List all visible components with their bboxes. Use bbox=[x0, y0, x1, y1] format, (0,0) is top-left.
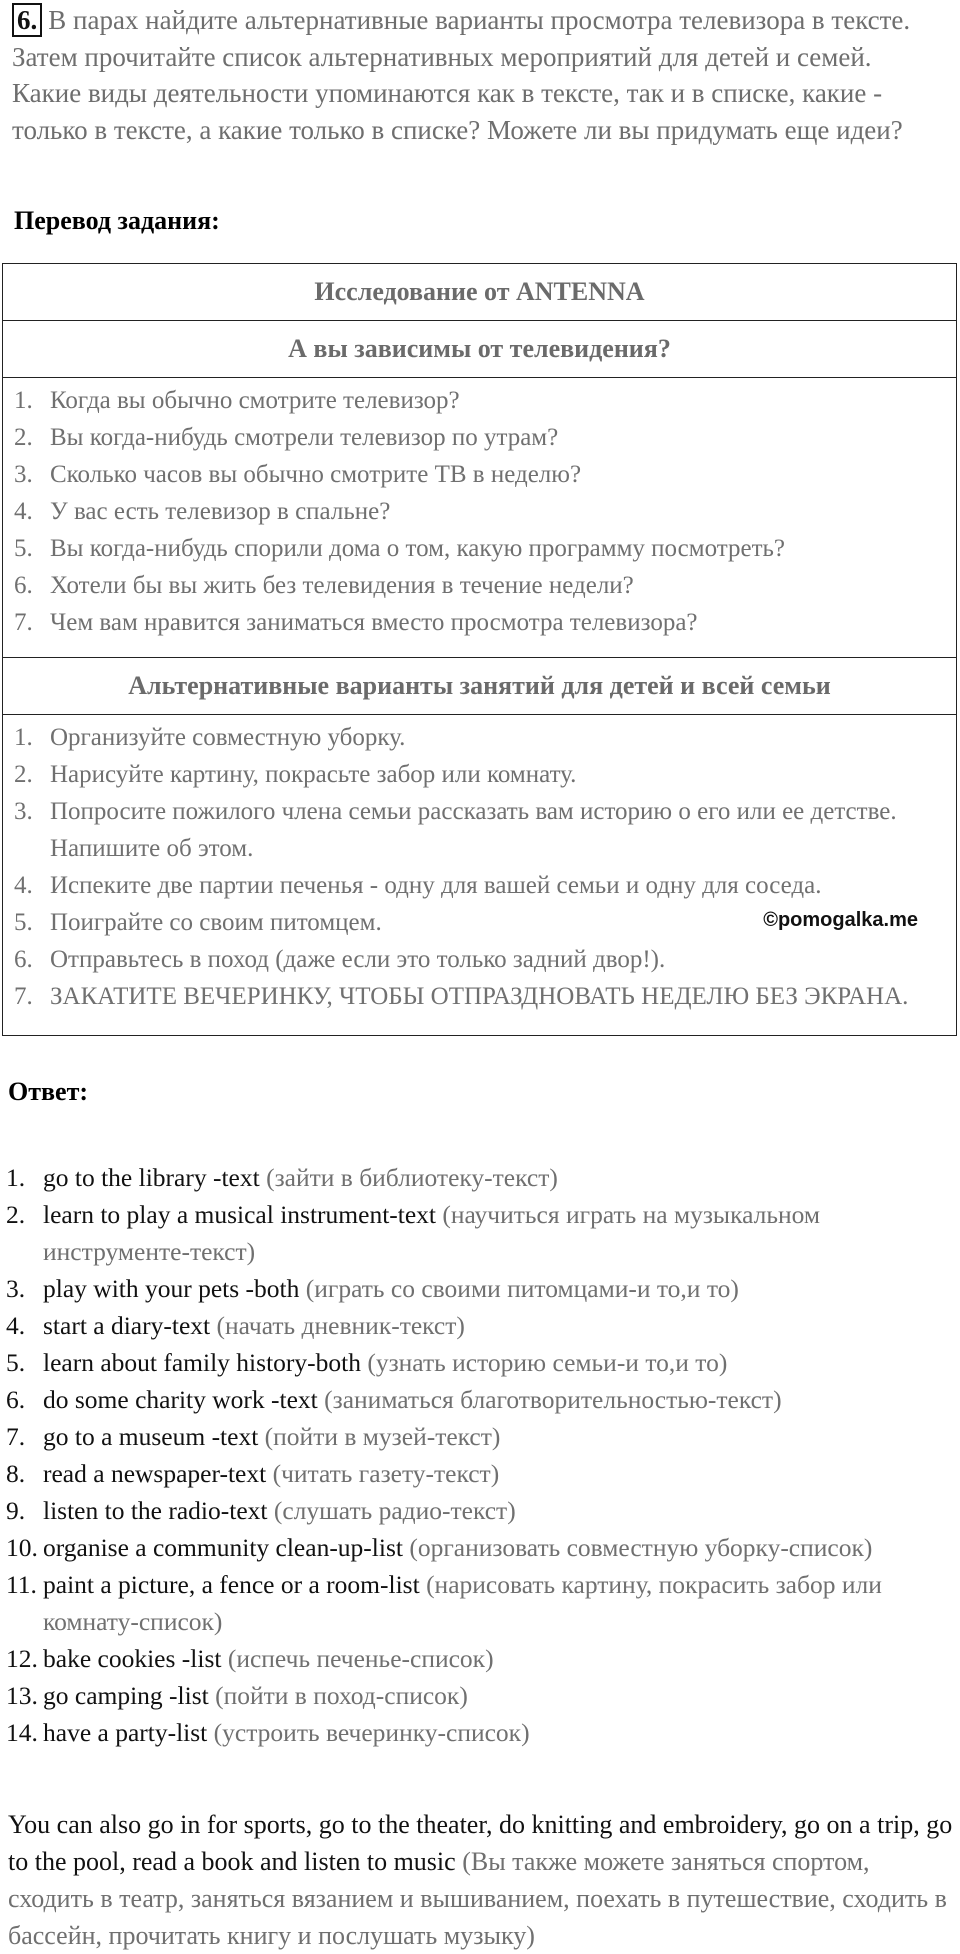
list-item: 14. have a party-list (устроить вечеринку-список) bbox=[6, 1718, 530, 1747]
list-item: 4. Испеките две партии печенья - одну для вашей семьи и одну для соседа. bbox=[14, 872, 822, 899]
list-item: 6. Отправьтесь в поход (даже если это только задний двор!). bbox=[14, 946, 666, 973]
list-item: 3. play with your pets -both (играть со своими питомцами-и то,и то) bbox=[6, 1274, 739, 1303]
alternatives-heading: Альтернативные варианты занятий для детей и всей семьи bbox=[3, 658, 956, 715]
list-item: 7. Чем вам нравится заниматься вместо просмотра телевизора? bbox=[14, 609, 698, 636]
list-item: 8. read a newspaper-text (читать газету-текст) bbox=[6, 1459, 500, 1488]
list-item: 6. do some charity work -text (заниматься благотворительностью-текст) bbox=[6, 1385, 782, 1414]
task-number: 6. bbox=[12, 3, 42, 37]
answer-title: Ответ: bbox=[8, 1077, 89, 1106]
list-item: 1. go to the library -text (зайти в библиотеку-текст) bbox=[6, 1163, 558, 1192]
list-item: 9. listen to the radio-text (слушать радио-текст) bbox=[6, 1496, 516, 1525]
final-paragraph bbox=[8, 1806, 953, 1954]
list-item: 5. Поиграйте со своим питомцем. bbox=[14, 909, 382, 936]
translation-title: Перевод задания: bbox=[14, 206, 220, 235]
list-item: 7. ЗАКАТИТЕ ВЕЧЕРИНКУ, ЧТОБЫ ОТПРАЗДНОВАТЬ НЕДЕЛЮ БЕЗ ЭКРАНА. bbox=[14, 983, 909, 1010]
list-item: 4. start a diary-text (начать дневник-текст) bbox=[6, 1311, 465, 1340]
list-item: 11. paint a picture, a fence or a room-list (нарисовать картину, покрасить забор или комнату-список) bbox=[6, 1570, 882, 1636]
list-item: 5. learn about family history-both (узнать историю семьи-и то,и то) bbox=[6, 1348, 728, 1377]
list-item: 3. Попросите пожилого члена семьи рассказать вам историю о его или ее детстве. Напишите об этом. bbox=[14, 798, 897, 862]
list-item: 12. bake cookies -list (испечь печенье-список) bbox=[6, 1644, 494, 1673]
alternatives-list bbox=[3, 715, 956, 1035]
survey-table bbox=[2, 263, 957, 1036]
survey-heading: А вы зависимы от телевидения? bbox=[3, 321, 956, 378]
questions-list bbox=[3, 378, 956, 658]
list-item: 2. Вы когда-нибудь смотрели телевизор по утрам? bbox=[14, 424, 559, 451]
list-item: 4. У вас есть телевизор в спальне? bbox=[14, 498, 391, 525]
task-statement bbox=[12, 2, 947, 148]
final-russian: (Вы также можете заняться спортом, сходить в театр, заняться вязанием и вышиванием, поехать в путешествие, сходить в бассейн, прочитать книгу и послушать музыку) bbox=[8, 1847, 947, 1950]
task-text: В парах найдите альтернативные варианты просмотра телевизора в тексте. Затем прочитайте список альтернативных мероприятий для детей и семей. Какие виды деятельности упоминаются как в тексте, так и в списке, какие - только в тексте, а какие только в списке? Можете ли вы придумать еще идеи? bbox=[12, 5, 911, 145]
watermark: ©pomogalka.me bbox=[763, 909, 918, 931]
list-item: 10. organise a community clean-up-list (организовать совместную уборку-список) bbox=[6, 1533, 873, 1562]
list-item: 1. Когда вы обычно смотрите телевизор? bbox=[14, 387, 460, 414]
list-item: 6. Хотели бы вы жить без телевидения в течение недели? bbox=[14, 572, 634, 599]
list-item: 2. learn to play a musical instrument-text (научиться играть на музыкальном инструменте-текст) bbox=[6, 1200, 821, 1266]
list-item: 13. go camping -list (пойти в поход-список) bbox=[6, 1681, 468, 1710]
list-item: 2. Нарисуйте картину, покрасьте забор или комнату. bbox=[14, 761, 577, 788]
list-item: 3. Сколько часов вы обычно смотрите ТВ в неделю? bbox=[14, 461, 582, 488]
final-english: You can also go in for sports, go to the theater, do knitting and embroidery, go on a trip, go to the pool, read a book and listen to music bbox=[8, 1810, 953, 1876]
list-item: 5. Вы когда-нибудь спорили дома о том, какую программу посмотреть? bbox=[14, 535, 785, 562]
list-item: 7. go to a museum -text (пойти в музей-текст) bbox=[6, 1422, 501, 1451]
table-title: Исследование от ANTENNA bbox=[3, 264, 956, 321]
list-item: 1. Организуйте совместную уборку. bbox=[14, 724, 406, 751]
answers-list bbox=[6, 1159, 951, 1751]
